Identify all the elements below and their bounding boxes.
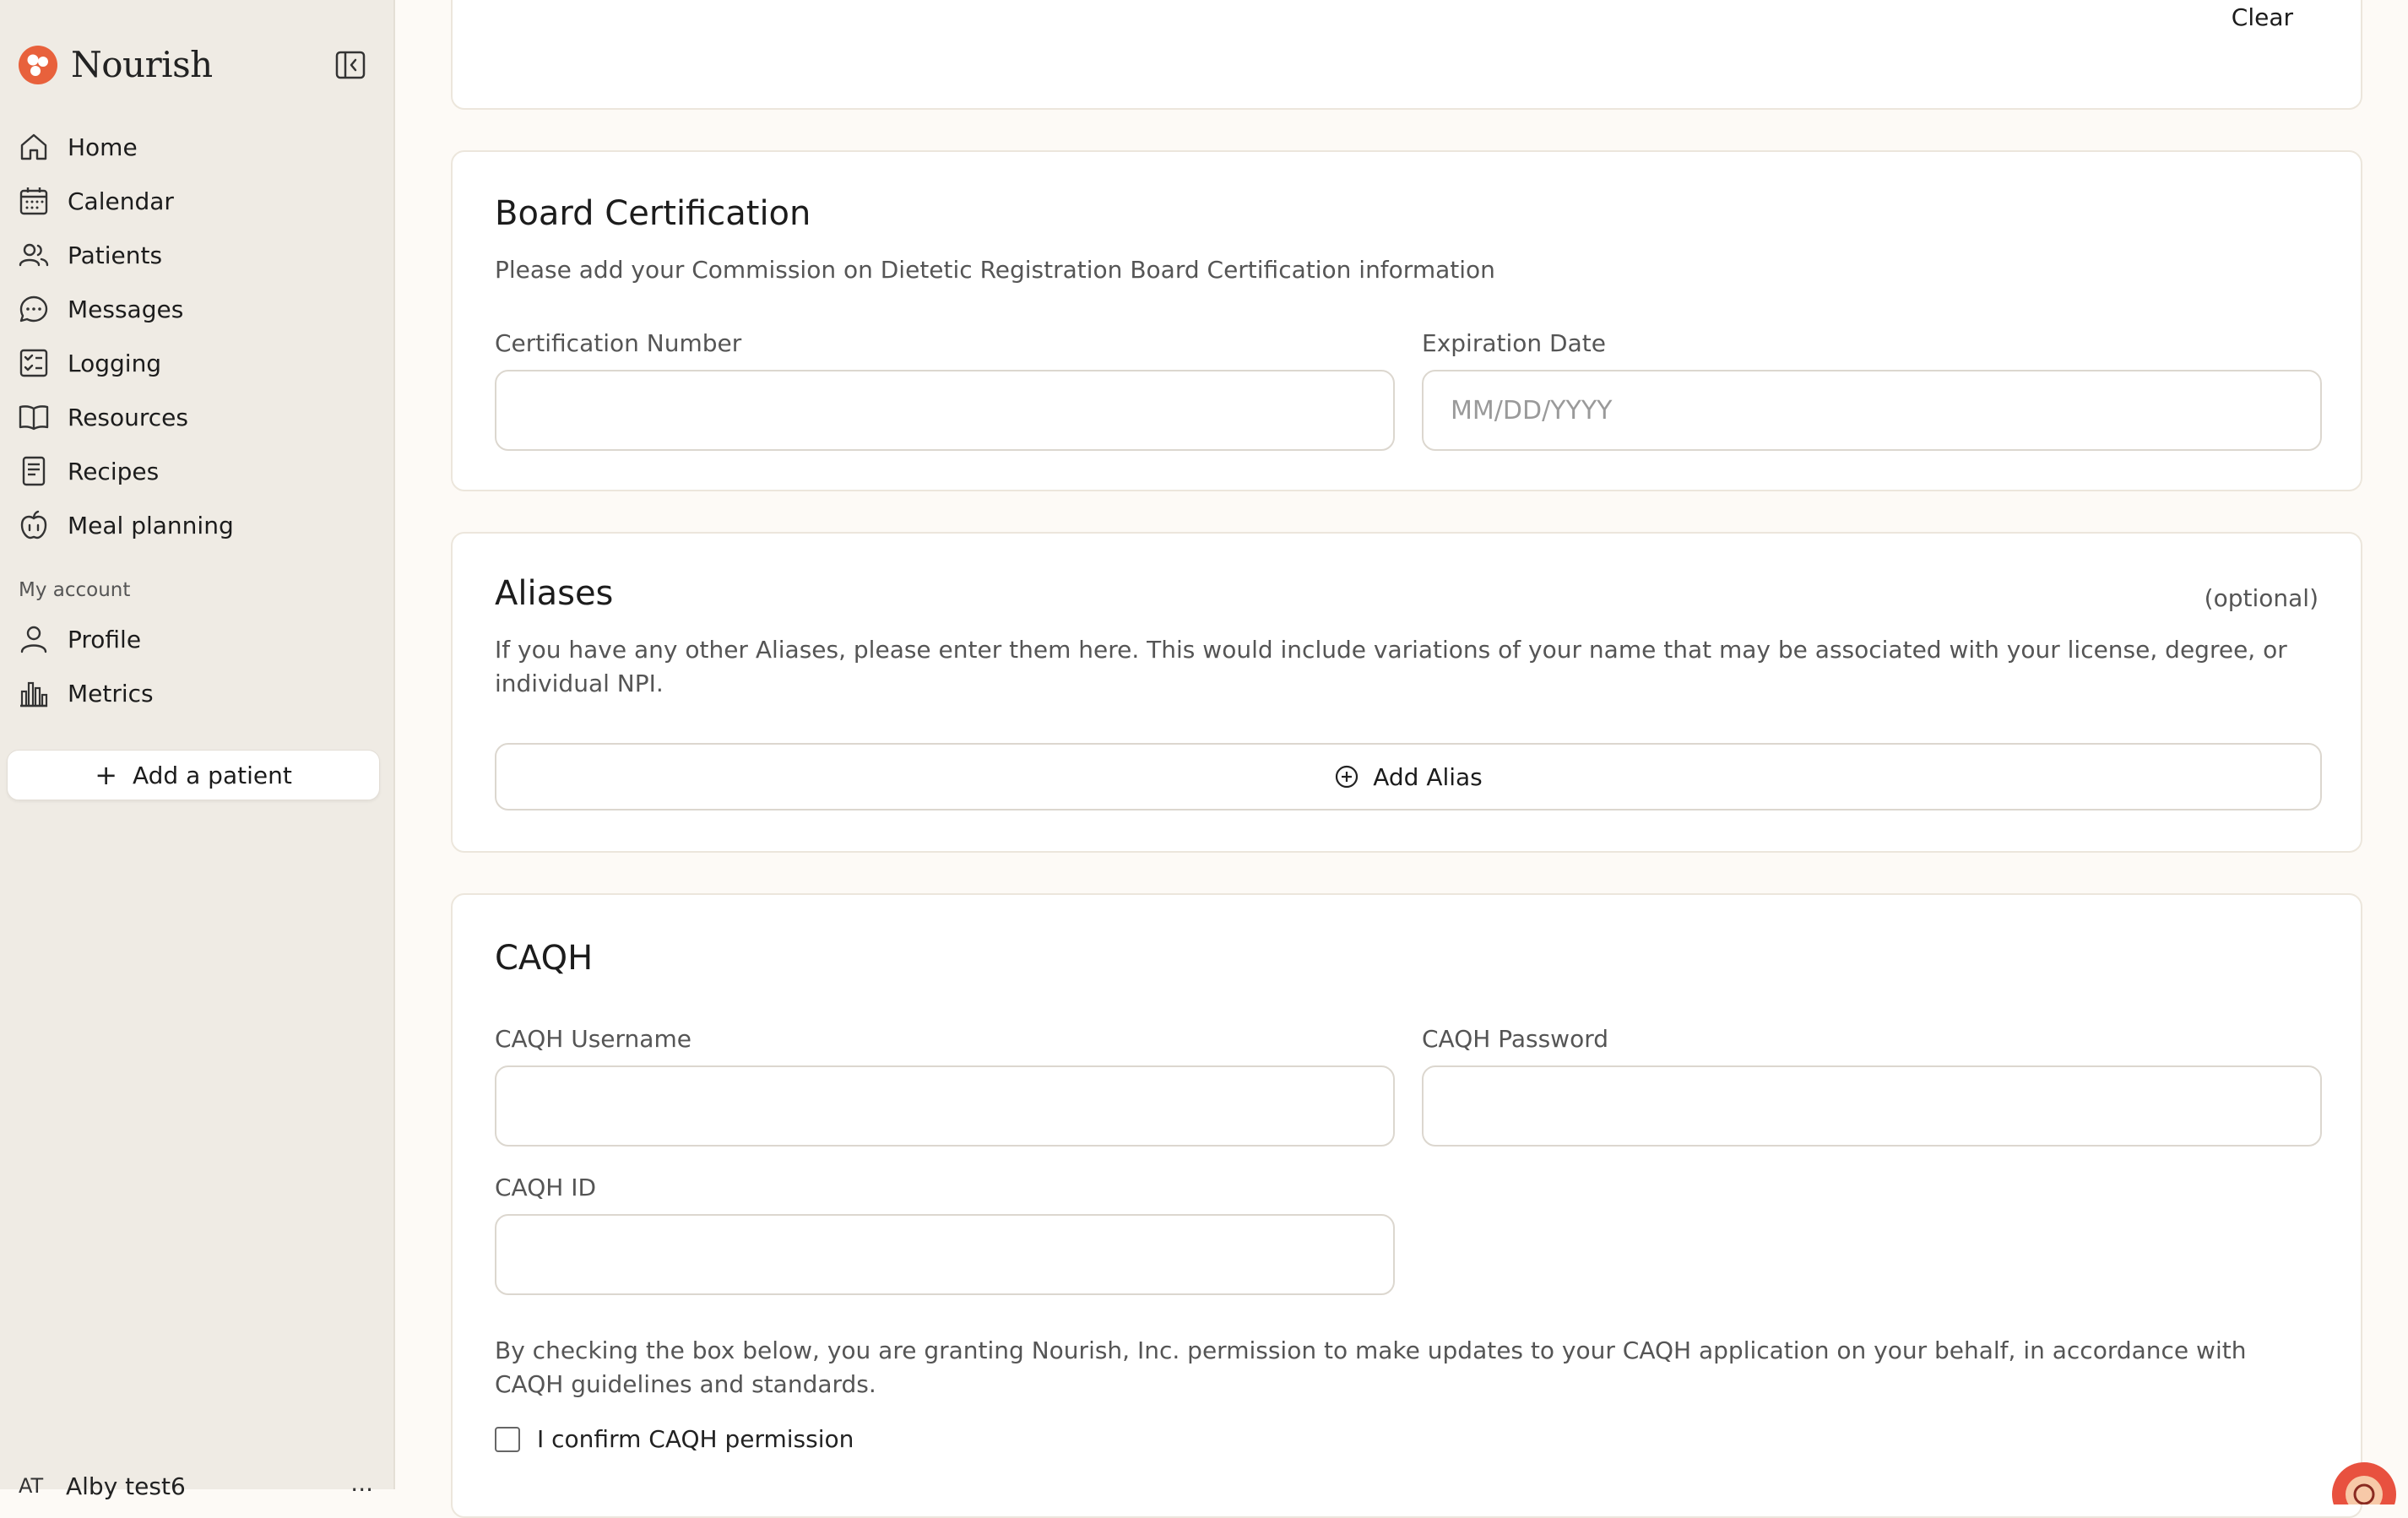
add-patient-button[interactable] bbox=[7, 750, 380, 800]
sidebar-item-profile[interactable] bbox=[12, 615, 383, 663]
my-account-section-label: My account bbox=[19, 579, 131, 601]
nourish-logo-icon bbox=[19, 46, 57, 84]
sidebar bbox=[0, 0, 395, 1500]
optional-label: (optional) bbox=[2204, 584, 2319, 612]
sidebar-item-logging[interactable] bbox=[12, 339, 383, 387]
aliases-description: If you have any other Aliases, please enter them here. This would include variations of your name that may be associated with your license, degree, or individual NPI. bbox=[495, 636, 2287, 697]
add-patient-label: Add a patient bbox=[133, 761, 292, 789]
current-user[interactable] bbox=[19, 1469, 373, 1503]
caqh-username-input[interactable] bbox=[495, 1065, 1395, 1147]
caqh-permission-label: I confirm CAQH permission bbox=[537, 1425, 854, 1453]
add-alias-label: Add Alias bbox=[1373, 762, 1483, 791]
brand[interactable] bbox=[19, 44, 213, 85]
expiration-date-label: Expiration Date bbox=[1422, 329, 1606, 357]
caqh-password-input[interactable] bbox=[1422, 1065, 2322, 1147]
app-name: Nourish bbox=[71, 44, 213, 85]
sidebar-toggle-icon bbox=[334, 50, 366, 80]
bar-chart-icon bbox=[17, 676, 51, 710]
sidebar-item-meal-planning[interactable] bbox=[12, 501, 383, 549]
sidebar-collapse-button[interactable] bbox=[334, 50, 366, 80]
sidebar-item-patients[interactable] bbox=[12, 231, 383, 279]
certification-number-label: Certification Number bbox=[495, 329, 742, 357]
plus-circle-icon bbox=[1334, 764, 1359, 789]
patients-icon bbox=[17, 238, 51, 272]
board-certification-description: Please add your Commission on Dietetic Registration Board Certification information bbox=[495, 256, 1495, 284]
board-certification-card bbox=[451, 150, 2362, 491]
aliases-title: Aliases bbox=[495, 574, 614, 613]
sidebar-item-home[interactable] bbox=[12, 123, 383, 171]
sidebar-item-label: Patients bbox=[68, 241, 163, 269]
user-name: Alby test6 bbox=[66, 1472, 186, 1500]
sidebar-item-metrics[interactable] bbox=[12, 670, 383, 717]
caqh-permission-text: By checking the box below, you are granting Nourish, Inc. permission to make updates to your CAQH application on your behalf, in accordance with CAQH guidelines and standards. bbox=[495, 1336, 2247, 1398]
sidebar-item-label: Logging bbox=[68, 349, 162, 377]
caqh-card bbox=[451, 893, 2362, 1518]
apple-icon bbox=[17, 508, 51, 542]
home-icon bbox=[17, 130, 51, 164]
board-certification-title: Board Certification bbox=[495, 194, 811, 233]
user-icon bbox=[17, 622, 51, 656]
clear-button[interactable]: Clear bbox=[2231, 3, 2293, 31]
aliases-card bbox=[451, 532, 2362, 853]
book-icon bbox=[17, 400, 51, 434]
help-widget-icon[interactable] bbox=[2324, 1454, 2405, 1504]
plus-icon: + bbox=[95, 759, 117, 791]
sidebar-item-label: Profile bbox=[68, 625, 142, 653]
sidebar-item-label: Meal planning bbox=[68, 511, 234, 539]
sidebar-item-label: Resources bbox=[68, 403, 188, 431]
messages-icon bbox=[17, 292, 51, 326]
logging-icon bbox=[17, 346, 51, 380]
sidebar-item-recipes[interactable] bbox=[12, 447, 383, 495]
sidebar-item-calendar[interactable] bbox=[12, 177, 383, 225]
caqh-password-label: CAQH Password bbox=[1422, 1025, 1608, 1053]
main-content bbox=[395, 0, 2408, 1489]
user-menu-button[interactable]: ... bbox=[350, 1469, 373, 1497]
recipe-icon bbox=[17, 454, 51, 488]
avatar: AT bbox=[19, 1474, 44, 1498]
calendar-icon bbox=[17, 184, 51, 218]
previous-section-card bbox=[451, 0, 2362, 110]
caqh-id-label: CAQH ID bbox=[495, 1174, 597, 1201]
caqh-id-input[interactable] bbox=[495, 1214, 1395, 1295]
expiration-date-input[interactable] bbox=[1422, 370, 2322, 451]
sidebar-item-label: Calendar bbox=[68, 187, 174, 215]
caqh-permission-checkbox[interactable] bbox=[495, 1427, 520, 1452]
sidebar-item-label: Recipes bbox=[68, 457, 160, 485]
sidebar-item-label: Home bbox=[68, 133, 138, 161]
caqh-username-label: CAQH Username bbox=[495, 1025, 691, 1053]
caqh-title: CAQH bbox=[495, 939, 594, 978]
sidebar-item-messages[interactable] bbox=[12, 285, 383, 333]
add-alias-button[interactable] bbox=[495, 743, 2322, 811]
certification-number-input[interactable] bbox=[495, 370, 1395, 451]
sidebar-item-resources[interactable] bbox=[12, 393, 383, 441]
sidebar-item-label: Messages bbox=[68, 295, 184, 323]
sidebar-item-label: Metrics bbox=[68, 679, 154, 707]
